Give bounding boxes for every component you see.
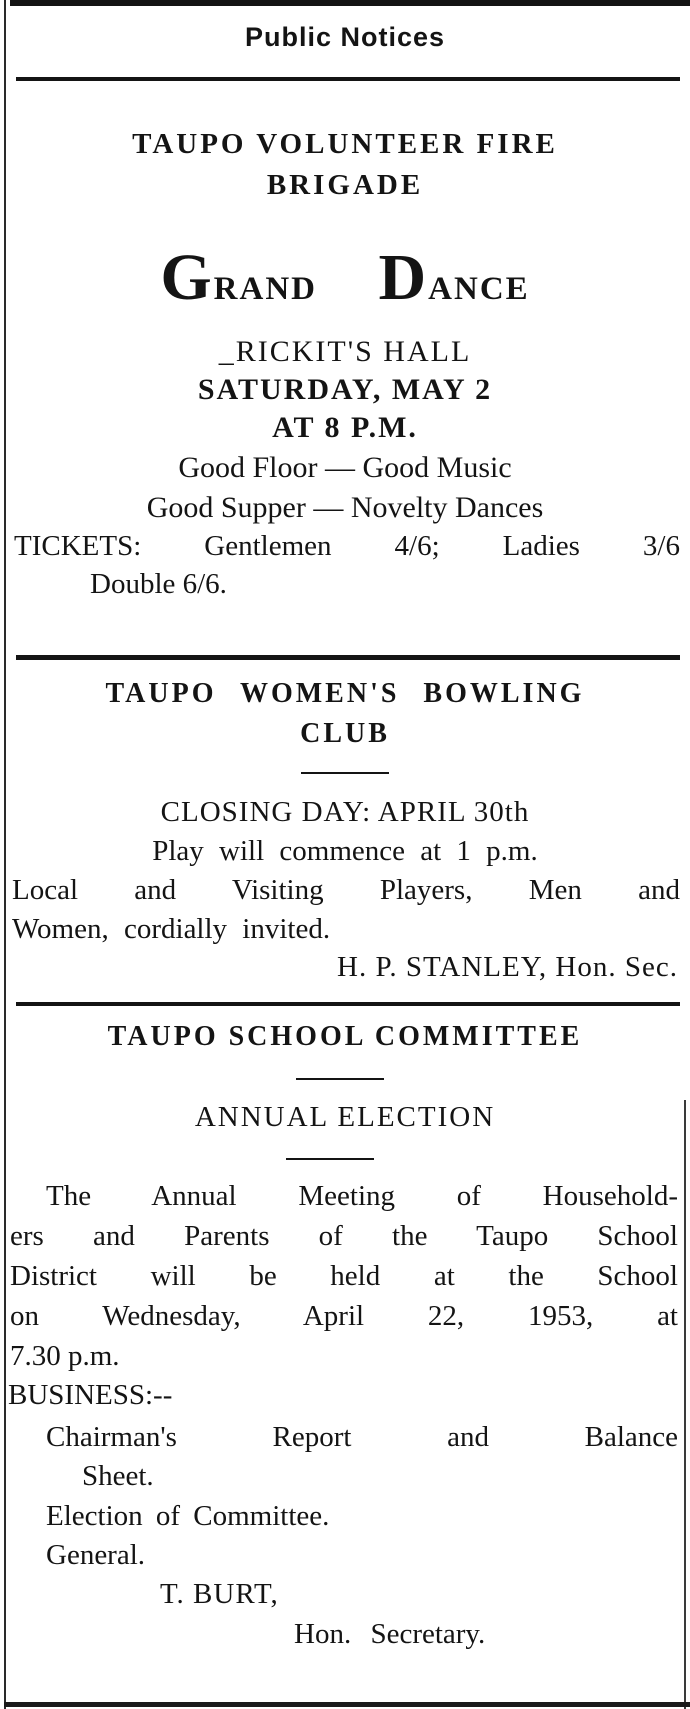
bowling-org-line1: TAUPO WOMEN'S BOWLING (105, 678, 585, 709)
business-item-1: Chairman's Report and Balance (46, 1421, 678, 1453)
grand-initial: G (160, 241, 214, 314)
dance-rest: ANCE (428, 271, 530, 307)
tickets-line: TICKETS: Gentlemen 4/6; Ladies 3/6 (14, 530, 680, 562)
school-body-2: ers and Parents of the Taupo School (10, 1220, 678, 1252)
section-title: Public Notices (244, 22, 446, 52)
school-body-5: 7.30 p.m. (10, 1340, 120, 1372)
event-date: SATURDAY, MAY 2 (197, 373, 493, 406)
bowling-body-1: Play will commence at 1 p.m. (152, 835, 538, 867)
business-item-1-cont: Sheet. (82, 1460, 154, 1492)
dance-initial: D (378, 241, 429, 314)
grand-rest: RAND (213, 271, 317, 307)
business-label: BUSINESS:-- (8, 1379, 173, 1411)
bowling-body-3: Women, cordially invited. (12, 913, 331, 945)
school-divider-1 (296, 1078, 384, 1080)
venue: _RICKIT'S HALL (218, 335, 472, 368)
school-body-1: The Annual Meeting of Household- (46, 1180, 678, 1212)
grand-dance-heading (10, 241, 680, 314)
bowling-body-2: Local and Visiting Players, Men and (12, 874, 680, 906)
feature-line-2: Good Supper — Novelty Dances (146, 491, 544, 524)
bowling-signature: H. P. STANLEY, Hon. Sec. (337, 951, 678, 983)
section-rule-1 (16, 655, 680, 660)
bottom-border (4, 1702, 690, 1707)
school-divider-2 (286, 1158, 374, 1160)
section-rule-2 (16, 1002, 680, 1006)
fire-brigade-org-line2: BRIGADE (266, 169, 424, 201)
business-item-3: General. (46, 1539, 146, 1571)
school-body-4: on Wednesday, April 22, 1953, at (10, 1300, 678, 1332)
header-rule (16, 77, 680, 81)
bowling-org-line2: CLUB (300, 718, 390, 749)
double-ticket-line: Double 6/6. (90, 568, 227, 600)
top-border (10, 0, 690, 6)
school-body-3: District will be held at the School (10, 1260, 678, 1292)
event-time: AT 8 P.M. (272, 411, 418, 444)
fire-brigade-org-line1: TAUPO VOLUNTEER FIRE (132, 128, 558, 160)
bowling-divider (301, 772, 389, 774)
school-heading: ANNUAL ELECTION (194, 1101, 496, 1133)
school-org: TAUPO SCHOOL COMMITTEE (107, 1021, 583, 1052)
business-item-2: Election of Committee. (46, 1500, 330, 1532)
school-signer-title: Hon. Secretary. (294, 1618, 486, 1650)
feature-line-1: Good Floor — Good Music (178, 451, 512, 484)
school-signer: T. BURT, (160, 1578, 279, 1610)
closing-day: CLOSING DAY: APRIL 30th (160, 796, 530, 828)
column-border-left (4, 0, 6, 1709)
column-border-right (684, 1100, 686, 1709)
